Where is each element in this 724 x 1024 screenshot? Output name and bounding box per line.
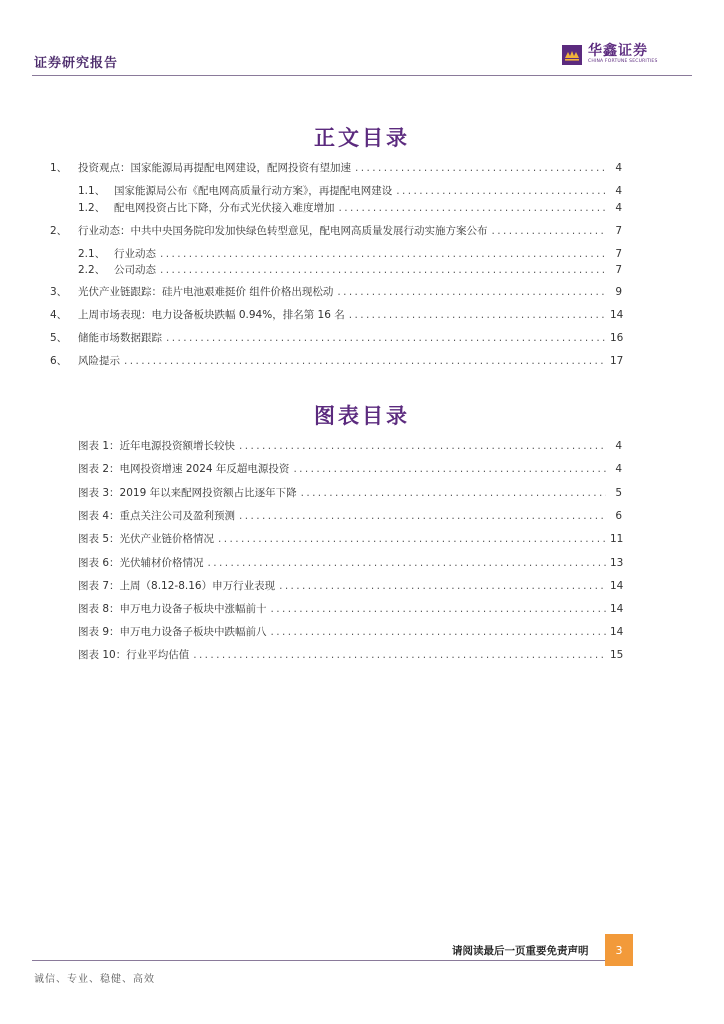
figure-entry-title: 2019 年以来配网投资额占比逐年下降 <box>119 487 297 499</box>
toc-leader-dots <box>193 649 606 661</box>
toc-entry-title: 行业动态：中共中央国务院印发加快绿色转型意见，配电网高质量发展行动实施方案公布 <box>78 225 488 237</box>
figure-entry[interactable] <box>78 578 622 594</box>
figure-entry[interactable] <box>78 508 622 524</box>
disclaimer-notice: 请阅读最后一页重要免责声明 <box>452 945 589 957</box>
toc-entry-number: 4、 <box>50 309 68 321</box>
toc-entry[interactable] <box>50 307 622 323</box>
toc-entry-page: 7 <box>615 225 622 237</box>
figures-heading: 图表目录 <box>314 403 410 428</box>
toc-entry-number: 2.1、 <box>78 248 106 260</box>
toc-entry-number: 3、 <box>50 286 68 298</box>
toc-entry-page: 16 <box>610 332 624 344</box>
toc-entry-number: 5、 <box>50 332 68 344</box>
toc-entry-number: 2、 <box>50 225 68 237</box>
page-number-badge: 3 <box>605 934 633 966</box>
figure-entry-page: 4 <box>615 440 622 452</box>
toc-leader-dots <box>271 603 606 615</box>
toc-entry[interactable] <box>50 330 622 346</box>
figure-entry-number: 图表 5： <box>78 533 120 545</box>
figure-entry-number: 图表 6： <box>78 557 120 569</box>
footer-divider <box>32 960 605 961</box>
logo-mark-icon <box>562 45 582 65</box>
toc-entry[interactable] <box>50 160 622 176</box>
toc-entry-title: 公司动态 <box>114 264 156 276</box>
toc-entry-page: 14 <box>610 309 624 321</box>
figure-entry-page: 6 <box>615 510 622 522</box>
header-divider <box>32 75 692 76</box>
toc-entry-page: 7 <box>615 248 622 260</box>
toc-entry[interactable] <box>78 200 622 216</box>
figure-entry[interactable] <box>78 485 622 501</box>
figure-entry-number: 图表 9： <box>78 626 120 638</box>
figure-entry[interactable] <box>78 531 622 547</box>
figure-entry-number: 图表 3： <box>78 487 120 499</box>
figure-entry[interactable] <box>78 601 622 617</box>
toc-entry[interactable] <box>78 183 622 199</box>
toc-entry-number: 1.1、 <box>78 185 106 197</box>
toc-leader-dots <box>160 248 606 260</box>
figure-entry-title: 光伏产业链价格情况 <box>119 533 215 545</box>
toc-heading: 正文目录 <box>314 125 410 150</box>
figure-entry-page: 4 <box>615 463 622 475</box>
logo-chinese-name: 华鑫证券 <box>588 43 648 59</box>
toc-entry-title: 国家能源局公布《配电网高质量行动方案》，再提配电网建设 <box>114 185 393 197</box>
toc-leader-dots <box>349 309 606 321</box>
figure-entry-number: 图表 8： <box>78 603 120 615</box>
figure-entry-title: 光伏辅材价格情况 <box>119 557 204 569</box>
toc-entry-page: 7 <box>615 264 622 276</box>
figure-entry-page: 14 <box>610 626 624 638</box>
company-logo <box>562 44 658 65</box>
figure-entry-page: 11 <box>610 533 624 545</box>
figure-entry-page: 13 <box>610 557 624 569</box>
toc-leader-dots <box>396 185 606 197</box>
toc-entry-title: 风险提示 <box>78 355 120 367</box>
toc-leader-dots <box>301 487 606 499</box>
toc-entry[interactable] <box>50 223 622 239</box>
toc-entry-number: 1.2、 <box>78 202 106 214</box>
figure-entry-title: 重点关注公司及盈利预测 <box>119 510 236 522</box>
toc-leader-dots <box>293 463 606 475</box>
toc-leader-dots <box>218 533 606 545</box>
toc-entry-title: 配电网投资占比下降，分布式光伏接入难度增加 <box>114 202 335 214</box>
toc-leader-dots <box>339 202 607 214</box>
figure-entry-title: 申万电力设备子板块中跌幅前八 <box>119 626 267 638</box>
toc-leader-dots <box>208 557 606 569</box>
toc-entry-title: 储能市场数据跟踪 <box>78 332 162 344</box>
figure-entry[interactable] <box>78 461 622 477</box>
toc-entry[interactable] <box>78 262 622 278</box>
figure-entry-page: 15 <box>610 649 624 661</box>
toc-leader-dots <box>355 162 606 174</box>
figure-entry-title: 申万电力设备子板块中涨幅前十 <box>119 603 267 615</box>
figure-entry[interactable] <box>78 624 622 640</box>
logo-english-name: CHINA FORTUNE SECURITIES <box>588 59 658 64</box>
company-motto: 诚信、专业、稳健、高效 <box>34 974 155 985</box>
toc-entry-title: 投资观点：国家能源局再提配电网建设，配网投资有望加速 <box>78 162 351 174</box>
toc-leader-dots <box>337 286 606 298</box>
toc-entry-number: 6、 <box>50 355 68 367</box>
toc-entry-title: 光伏产业链跟踪：硅片电池艰难挺价 组件价格出现松动 <box>78 286 334 298</box>
toc-entry-number: 1、 <box>50 162 68 174</box>
toc-entry[interactable] <box>50 284 622 300</box>
toc-entry-page: 17 <box>610 355 624 367</box>
toc-entry-title: 上周市场表现：电力设备板块跌幅 0.94%，排名第 16 名 <box>78 309 345 321</box>
figure-entry-title: 行业平均估值 <box>126 649 190 661</box>
toc-entry-page: 4 <box>615 162 622 174</box>
figure-entry-number: 图表 2： <box>78 463 120 475</box>
toc-entry-number: 2.2、 <box>78 264 106 276</box>
figure-entry-page: 14 <box>610 580 624 592</box>
report-type-label: 证券研究报告 <box>34 56 119 71</box>
toc-leader-dots <box>239 440 606 452</box>
toc-entry[interactable] <box>78 246 622 262</box>
toc-entry-page: 4 <box>615 185 622 197</box>
toc-leader-dots <box>279 580 606 592</box>
figure-entry-number: 图表 7： <box>78 580 120 592</box>
figure-entry-number: 图表 10： <box>78 649 127 661</box>
figure-entry-page: 5 <box>615 487 622 499</box>
toc-entry-page: 4 <box>615 202 622 214</box>
toc-leader-dots <box>271 626 606 638</box>
toc-leader-dots <box>166 332 606 344</box>
figure-entry-page: 14 <box>610 603 624 615</box>
figure-entry-number: 图表 1： <box>78 440 120 452</box>
figure-entry-title: 上周（8.12-8.16）申万行业表现 <box>119 580 276 592</box>
toc-entry-page: 9 <box>615 286 622 298</box>
toc-leader-dots <box>239 510 606 522</box>
figure-entry[interactable] <box>78 438 622 454</box>
toc-leader-dots <box>492 225 607 237</box>
toc-leader-dots <box>160 264 606 276</box>
toc-entry[interactable] <box>50 353 622 369</box>
figure-entry-title: 近年电源投资额增长较快 <box>119 440 236 452</box>
figure-entry-title: 电网投资增速 2024 年反超电源投资 <box>119 463 290 475</box>
figure-entry[interactable] <box>78 555 622 571</box>
figure-entry-number: 图表 4： <box>78 510 120 522</box>
toc-leader-dots <box>124 355 606 367</box>
toc-entry-title: 行业动态 <box>114 248 156 260</box>
figure-entry[interactable] <box>78 647 622 663</box>
